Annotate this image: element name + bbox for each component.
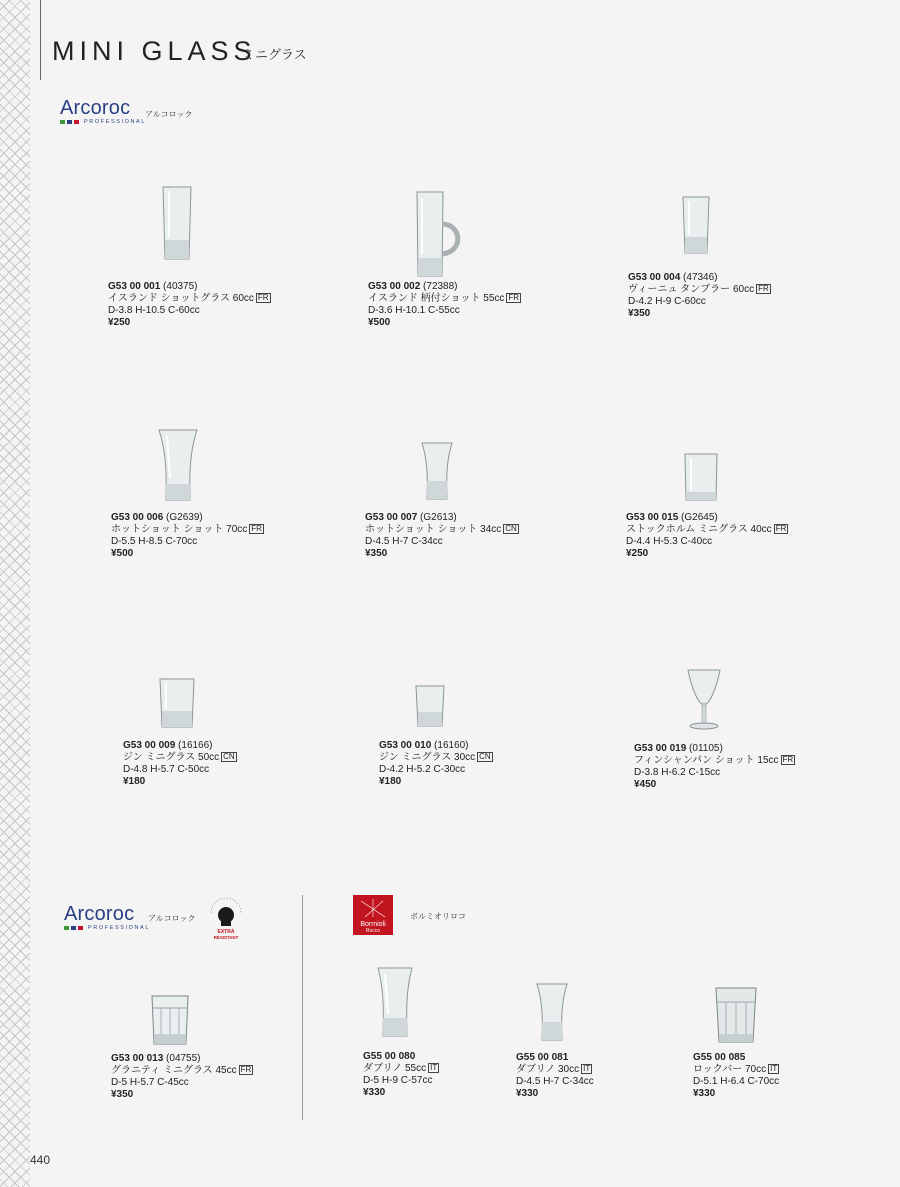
flared-shot-glass-icon [535, 982, 569, 1042]
brand-ja: アルコロック [148, 914, 196, 923]
product-g53-00-007 [365, 512, 519, 560]
product-name: ダブリノ 55cc [363, 1063, 427, 1074]
product-code: G53 00 010 [379, 740, 432, 751]
origin-badge: FR [508, 293, 520, 302]
product-g53-00-019 [634, 743, 795, 791]
product-g55-00-080 [363, 1051, 439, 1099]
product-ref: (G2645) [681, 512, 718, 523]
product-g53-00-001 [108, 281, 271, 329]
product-dims: D-5.1 H-6.4 C-70cc [693, 1076, 780, 1087]
product-name: グラニティ ミニグラス 45cc [111, 1065, 237, 1076]
product-price: ¥180 [123, 776, 146, 787]
product-price: ¥250 [108, 317, 131, 328]
product-g53-00-015 [626, 512, 788, 560]
product-price: ¥330 [516, 1088, 539, 1099]
origin-badge: IT [583, 1064, 591, 1073]
product-g53-00-010 [379, 740, 493, 788]
product-ref: (01105) [689, 743, 723, 754]
arcoroc-logo [60, 97, 146, 125]
product-dims: D-5 H-5.7 C-45cc [111, 1077, 189, 1088]
product-name: フィンシャンパン ショット 15cc [634, 755, 779, 766]
arcoroc-logo [64, 903, 150, 931]
product-ref: (04755) [166, 1053, 201, 1064]
product-code: G53 00 007 [365, 512, 418, 523]
badge-text-2: RESISTANT [213, 935, 239, 940]
product-price: ¥500 [111, 548, 134, 559]
page-title-ja: ミニグラス [242, 47, 307, 62]
brand-ja: ボルミオリロコ [410, 912, 466, 921]
section-divider [302, 895, 303, 1120]
product-code: G53 00 009 [123, 740, 176, 751]
tumbler-glass-icon [680, 195, 712, 255]
tall-shot-glass-icon [160, 185, 194, 261]
product-name: ジン ミニグラス 50cc [123, 752, 220, 763]
title-rule [40, 0, 41, 80]
origin-badge: FR [257, 293, 269, 302]
product-dims: D-4.2 H-5.2 C-30cc [379, 764, 466, 775]
origin-badge: FR [240, 1065, 252, 1074]
product-code: G53 00 001 [108, 281, 161, 292]
product-g53-00-009 [123, 740, 237, 788]
faceted-glass-icon [150, 994, 190, 1046]
product-code: G53 00 015 [626, 512, 679, 523]
brand-ja: アルコロック [145, 110, 193, 119]
flared-shot-glass-icon [157, 428, 199, 502]
product-price: ¥250 [626, 548, 649, 559]
product-price: ¥330 [363, 1087, 386, 1098]
product-ref: (72388) [423, 281, 458, 292]
product-name: ヴィーニュ タンブラー 60cc [628, 284, 755, 295]
product-price: ¥450 [634, 779, 657, 790]
product-code: G55 00 081 [516, 1052, 569, 1063]
stemmed-shot-glass-icon [686, 668, 722, 730]
product-price: ¥500 [368, 317, 391, 328]
handled-shot-glass-icon [412, 190, 468, 278]
origin-badge: FR [782, 755, 794, 764]
product-dims: D-3.8 H-6.2 C-15cc [634, 767, 721, 778]
flared-shot-glass-icon [420, 441, 454, 501]
product-ref: (G2639) [166, 512, 203, 523]
product-name: イスランド 柄付ショット 55cc [368, 293, 505, 304]
product-dims: D-4.5 H-7 C-34cc [365, 536, 443, 547]
product-dims: D-3.8 H-10.5 C-60cc [108, 305, 200, 316]
page-title: MINI GLASS [52, 36, 257, 66]
product-dims: D-5 H-9 C-57cc [363, 1075, 433, 1086]
product-code: G53 00 004 [628, 272, 681, 283]
product-code: G53 00 002 [368, 281, 421, 292]
product-name: イスランド ショットグラス 60cc [108, 293, 254, 304]
side-pattern [0, 0, 30, 1187]
brand-sub: PROFESSIONAL [84, 119, 146, 125]
product-g53-00-006 [111, 512, 264, 560]
origin-badge: FR [758, 284, 769, 293]
product-g55-00-085 [693, 1052, 779, 1100]
bormioli-logo [353, 895, 393, 935]
product-dims: D-3.6 H-10.1 C-55cc [368, 305, 460, 316]
product-g53-00-004 [628, 272, 771, 320]
logo-line-2: Rocco [365, 928, 381, 934]
origin-badge: CN [479, 752, 491, 761]
product-name: ホットショット ショット 34cc [365, 524, 502, 535]
origin-badge: CN [505, 524, 517, 533]
mini-glass-icon [414, 684, 446, 728]
product-name: ジン ミニグラス 30cc [379, 752, 476, 763]
product-name: ホットショット ショット 70cc [111, 524, 248, 535]
product-price: ¥350 [111, 1089, 134, 1100]
product-price: ¥350 [365, 548, 388, 559]
product-code: G55 00 080 [363, 1051, 416, 1062]
product-name: ロックバー 70cc [693, 1064, 767, 1075]
mini-glass-icon [683, 452, 719, 502]
product-dims: D-5.5 H-8.5 C-70cc [111, 536, 198, 547]
product-dims: D-4.5 H-7 C-34cc [516, 1076, 594, 1087]
mini-glass-icon [158, 677, 196, 729]
origin-badge: FR [775, 524, 787, 533]
tempered-badge-icon [205, 893, 247, 941]
origin-badge: IT [430, 1063, 438, 1072]
product-code: G53 00 006 [111, 512, 164, 523]
origin-badge: IT [770, 1064, 778, 1073]
brand-name: Arcoroc [64, 903, 135, 925]
product-price: ¥350 [628, 308, 651, 319]
badge-text-1: EXTRA [217, 929, 235, 935]
product-ref: (16166) [178, 740, 213, 751]
product-price: ¥180 [379, 776, 402, 787]
product-name: ダブリノ 30cc [516, 1064, 580, 1075]
flared-shot-glass-icon [376, 966, 414, 1038]
product-ref: (47346) [683, 272, 718, 283]
logo-line-1: Bormioli [360, 921, 386, 928]
product-code: G53 00 013 [111, 1053, 164, 1064]
product-g53-00-002 [368, 281, 521, 329]
page-number: 440 [30, 1153, 51, 1167]
product-code: G53 00 019 [634, 743, 687, 754]
product-ref: (16160) [434, 740, 469, 751]
faceted-glass-icon [714, 986, 758, 1044]
product-price: ¥330 [693, 1088, 716, 1099]
product-dims: D-4.4 H-5.3 C-40cc [626, 536, 713, 547]
brand-sub: PROFESSIONAL [88, 925, 150, 931]
product-g53-00-013 [111, 1053, 253, 1101]
product-g55-00-081 [516, 1052, 594, 1100]
origin-badge: FR [251, 524, 262, 533]
product-name: ストックホルム ミニグラス 40cc [626, 524, 772, 535]
product-dims: D-4.2 H-9 C-60cc [628, 296, 706, 307]
product-ref: (40375) [163, 281, 198, 292]
product-dims: D-4.8 H-5.7 C-50cc [123, 764, 210, 775]
brand-name: Arcoroc [60, 97, 131, 119]
origin-badge: CN [223, 752, 235, 761]
product-ref: (G2613) [420, 512, 457, 523]
product-code: G55 00 085 [693, 1052, 746, 1063]
